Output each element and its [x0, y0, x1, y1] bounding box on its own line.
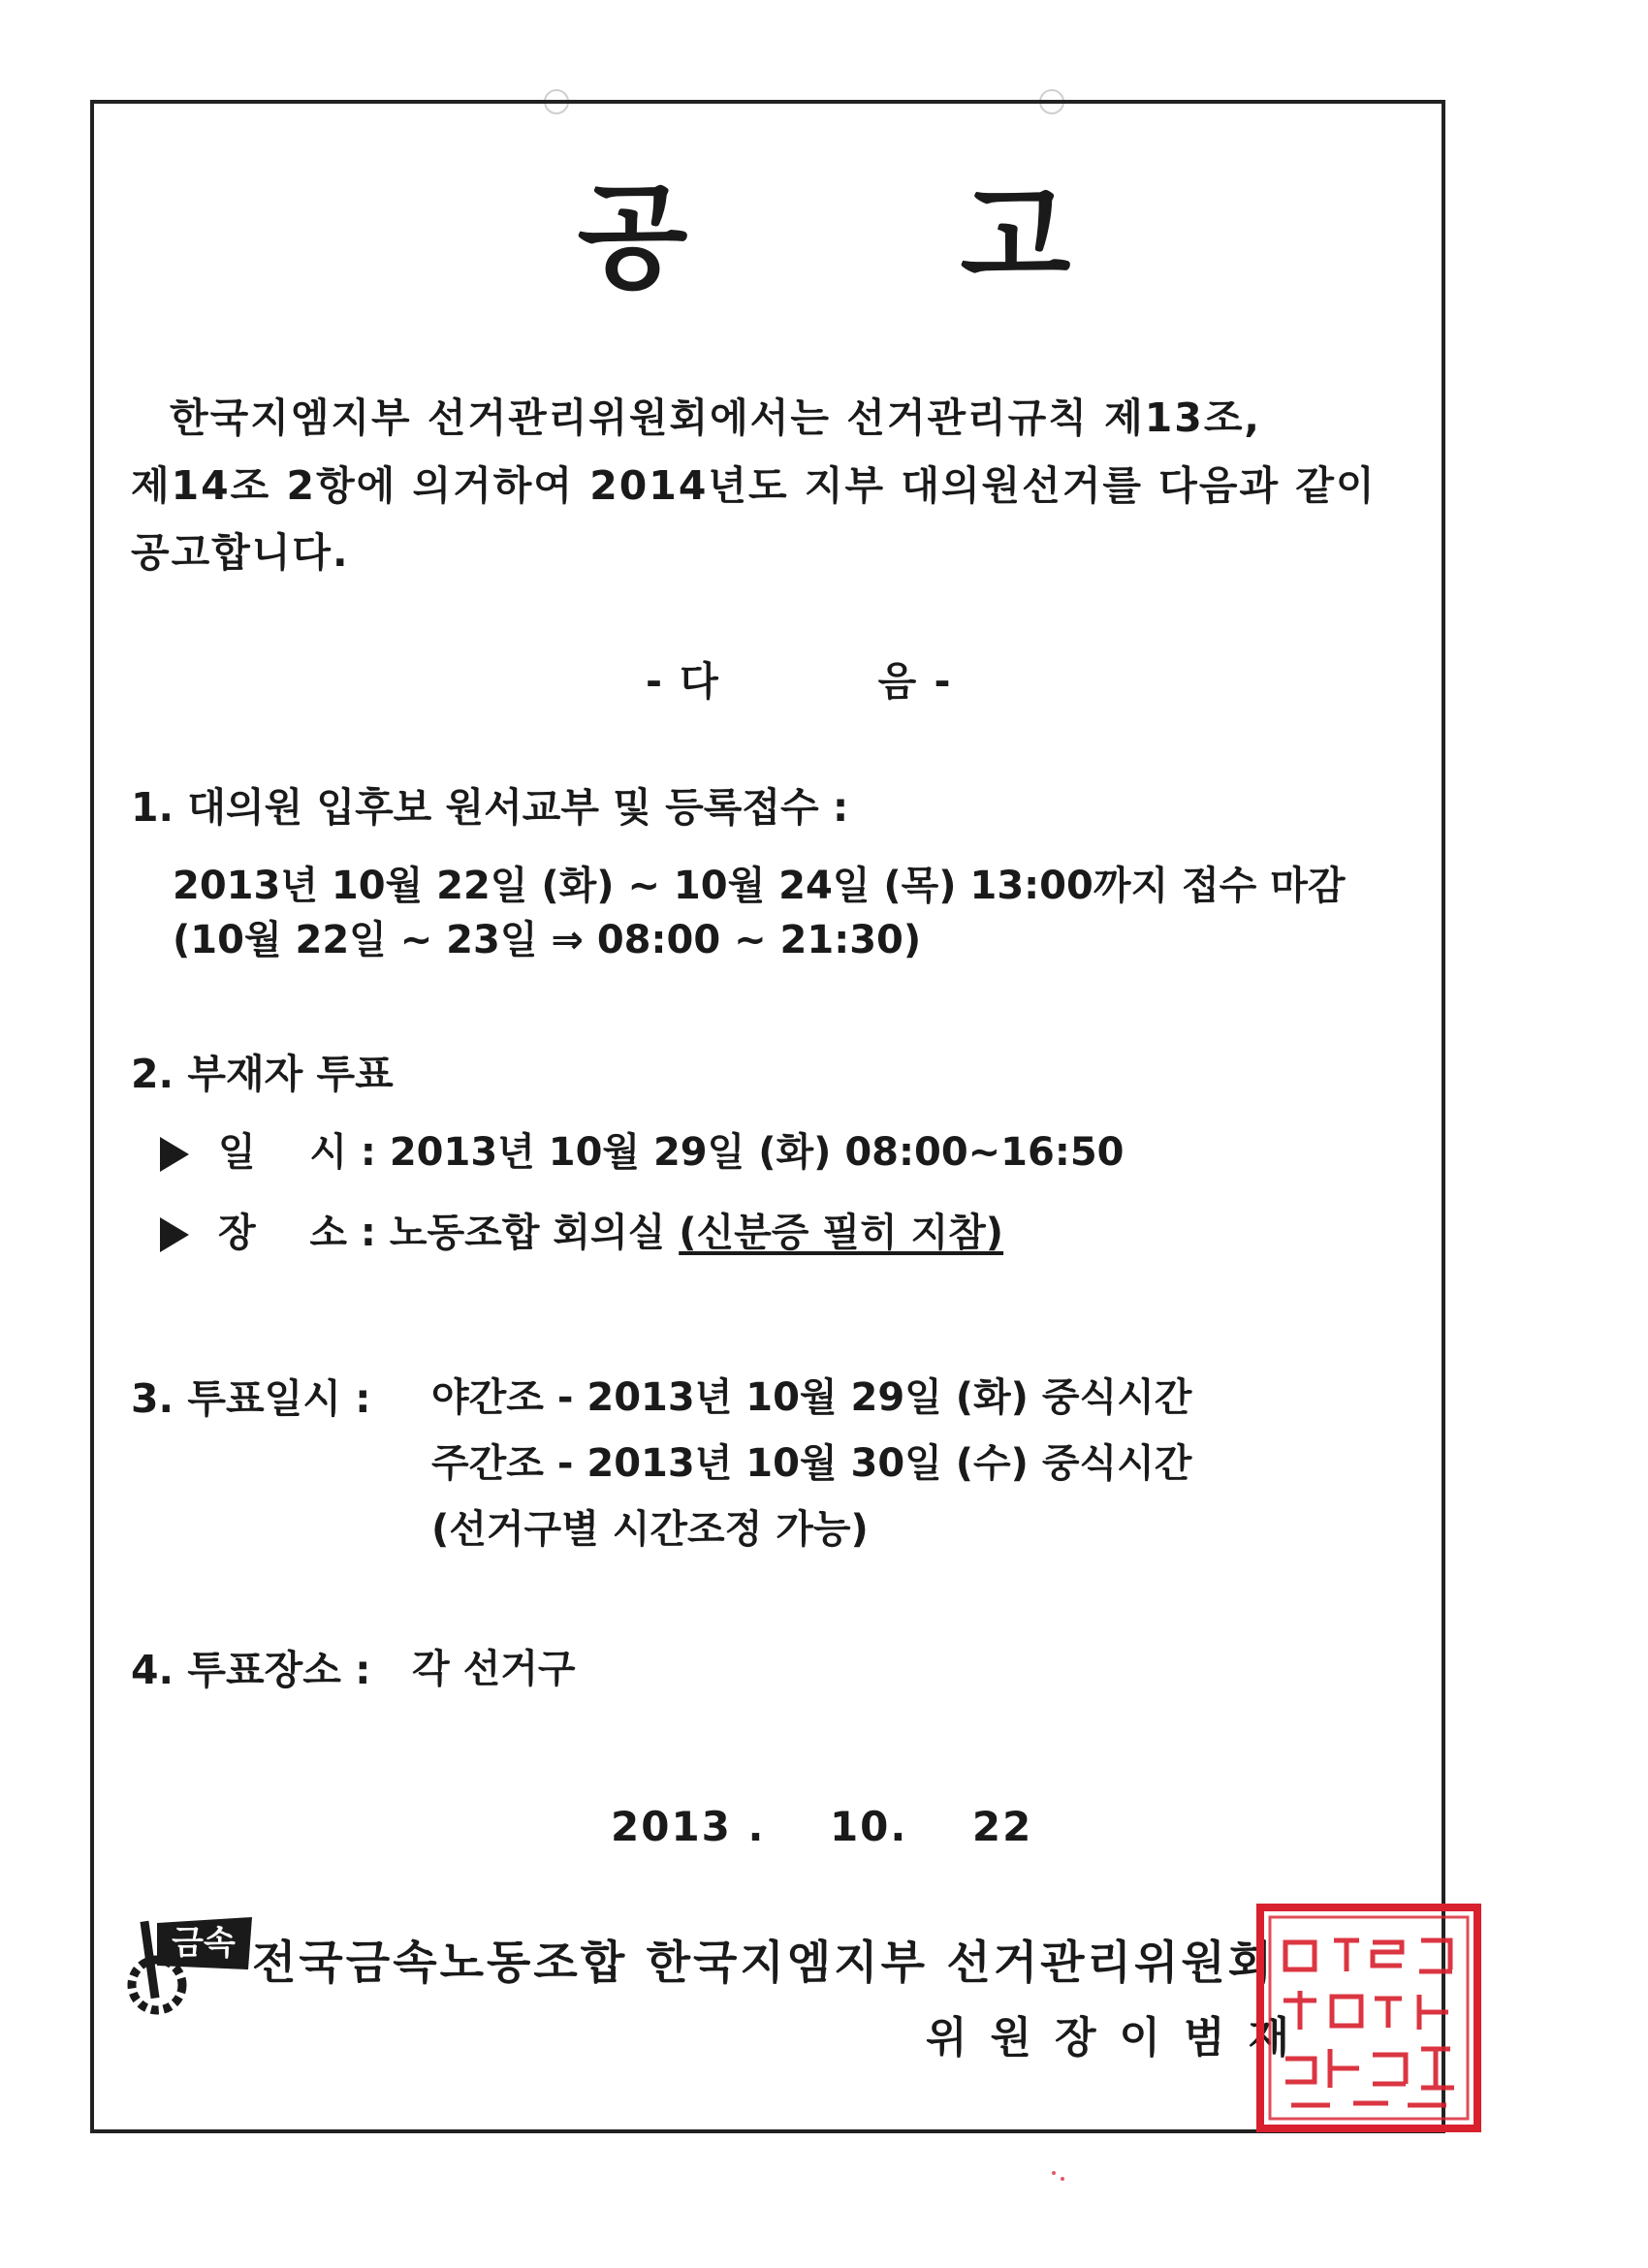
intro-line-3: 공고합니다.: [131, 529, 350, 576]
official-seal-stamp: [1256, 1904, 1481, 2132]
section-marker: - 다 음 -: [646, 658, 953, 705]
absentee-time-row: [160, 1121, 1125, 1177]
signatory: 위원장이범재: [926, 2013, 1314, 2063]
intro-line-1: 한국지엠지부 선거관리위원회에서는 선거관리규칙 제13조,: [170, 394, 1261, 441]
absentee-place-row: [160, 1202, 1003, 1257]
intro-line-2: 제14조 2항에 의거하여 2014년도 지부 대의원선거를 다음과 같이: [131, 462, 1377, 509]
time-label: 일 시 :: [218, 1130, 376, 1175]
place-value: 노동조합 회의실: [389, 1211, 666, 1255]
union-logo: [124, 1909, 262, 2018]
notice-date: 2013 . 10. 22: [611, 1803, 1033, 1850]
logo-text: 금속: [172, 1924, 236, 1963]
item1-line-1: 2013년 10월 22일 (화) ~ 10월 24일 (목) 13:00까지 접수 마감: [173, 864, 1346, 908]
triangle-bullet-icon: [160, 1137, 189, 1172]
notice-title: 공 고: [577, 171, 1188, 304]
item4-heading: 4. 투표장소 :: [131, 1647, 371, 1693]
item3-line-3: (선거구별 시간조정 가능): [431, 1507, 869, 1552]
item3-line-1: 야간조 - 2013년 10월 29일 (화) 중식시간: [431, 1375, 1192, 1420]
triangle-bullet-icon: [160, 1217, 189, 1252]
item1-line-2: (10월 22일 ~ 23일 ⇒ 08:00 ~ 21:30): [173, 918, 922, 962]
ink-speck: [1061, 2177, 1064, 2181]
item4-value: 각 선거구: [412, 1647, 576, 1691]
organization-name: 전국금속노동조합 한국지엠지부 선거관리위원회: [252, 1937, 1276, 1990]
item3-line-2: 주간조 - 2013년 10월 30일 (수) 중식시간: [431, 1441, 1192, 1486]
item3-heading: 3. 투표일시 :: [131, 1375, 371, 1422]
place-note: (신분증 필히 지참): [679, 1211, 1004, 1255]
ink-speck: [1052, 2171, 1056, 2175]
item1-heading: 1. 대의원 입후보 원서교부 및 등록접수 :: [131, 784, 849, 831]
time-value: 2013년 10월 29일 (화) 08:00~16:50: [389, 1130, 1125, 1175]
item2-heading: 2. 부재자 투표: [131, 1051, 394, 1097]
place-label: 장 소 :: [218, 1211, 376, 1255]
